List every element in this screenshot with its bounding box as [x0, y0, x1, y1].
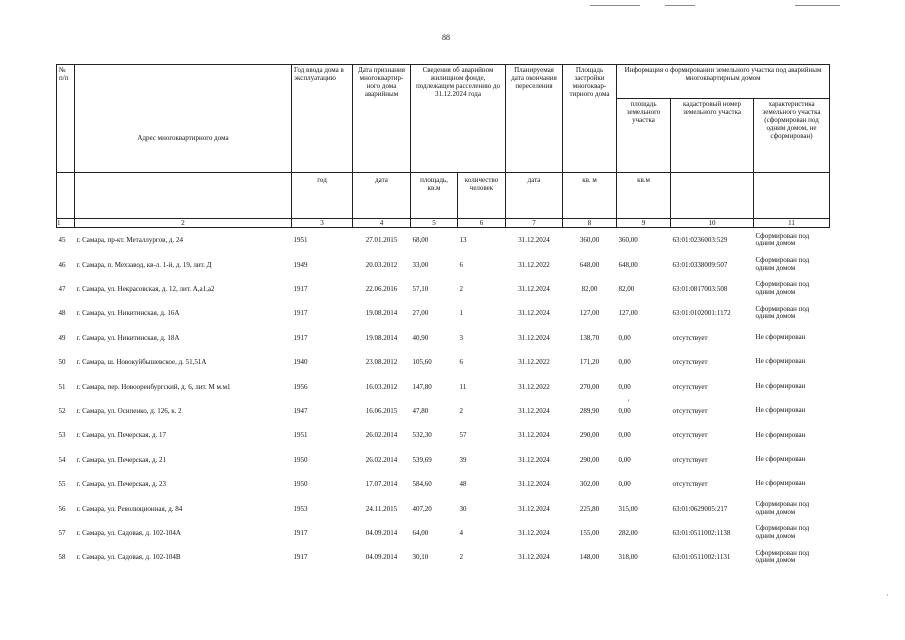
date-cell: 26.02.2014: [365, 455, 398, 464]
year-cell: 1951: [293, 431, 308, 440]
year-cell: 1917: [293, 333, 308, 342]
area-cell: 539,69: [412, 455, 432, 464]
planned-date-cell: 31.12.2024: [518, 309, 550, 318]
address-cell: г. Самара, п. Мехзавод, кв-л. 1-й, д. 19, лит. Д: [76, 260, 212, 269]
status-cell: Не сформирован: [755, 332, 806, 341]
planned-date-cell: 31.12.2024: [518, 455, 550, 464]
area-cell: 407,20: [412, 504, 432, 513]
row-number: 50: [58, 358, 66, 367]
row-number: 46: [58, 260, 66, 269]
cadastral-cell: отсутствует: [672, 431, 708, 440]
planned-date-cell: 31.12.2024: [518, 553, 550, 562]
land-area-cell: 0,00: [618, 358, 631, 367]
status-cell: Не сформирован: [755, 479, 806, 488]
planned-date-cell: 31.12.2022: [518, 382, 550, 391]
area-cell: 33,00: [412, 260, 429, 269]
date-cell: 16.06.2015: [365, 406, 398, 415]
table-row: [57, 472, 830, 496]
area-cell: 47,80: [412, 406, 429, 415]
column-number: 7: [506, 219, 563, 228]
header-emergency-fund: Сведения об аварийном жилищном фонде, подлежащем расселению до 31.12.2024 года: [411, 65, 506, 173]
land-area-cell: 0,00: [618, 455, 631, 464]
unit-land-area: кв.м: [617, 173, 671, 219]
date-cell: 19.08.2014: [365, 309, 398, 318]
scan-mark: ': [628, 398, 630, 407]
building-area-cell: 82,00: [581, 285, 598, 293]
scan-line: [590, 5, 640, 6]
row-number: 54: [58, 455, 66, 464]
table-row: [57, 350, 830, 374]
scan-line: [795, 5, 840, 6]
address-cell: г. Самара, ул. Осипенко, д. 126, к. 2: [76, 406, 182, 415]
column-number: 3: [292, 219, 353, 228]
row-number: 45: [58, 236, 66, 245]
cadastral-cell: отсутствует: [672, 382, 708, 391]
building-area-cell: 155,00: [579, 528, 600, 537]
cadastral-cell: 63:01:0102001:1172: [672, 309, 731, 318]
address-cell: г. Самара, ул. Никитинская, д. 16А: [76, 309, 180, 318]
header-planned-date: Планируемая дата окончания переселения: [506, 65, 563, 173]
planned-date-cell: 31.12.2024: [518, 504, 550, 513]
address-cell: г. Самара, ул. Печерская, д. 21: [76, 455, 167, 464]
people-cell: 57: [459, 431, 467, 440]
status-cell: Сформирован под одним домом: [755, 304, 810, 321]
date-cell: 23.08.2012: [365, 358, 398, 367]
header-characteristic: характеристика земельного участка (сформирован под одним домом, не сформирован): [754, 99, 830, 173]
header-land-area: площадь земельного участка: [617, 99, 671, 173]
planned-date-cell: 31.12.2024: [518, 406, 550, 415]
land-area-cell: 360,00: [618, 236, 638, 245]
column-number: 6: [458, 219, 506, 228]
row-number: 58: [58, 553, 66, 562]
column-number: 5: [411, 219, 458, 228]
table-row: [57, 374, 830, 398]
people-cell: 2: [459, 406, 463, 415]
cadastral-cell: 63:01:0817003:508: [672, 285, 728, 293]
year-cell: 1940: [293, 358, 308, 367]
planned-date-cell: 31.12.2022: [518, 358, 550, 367]
header-building-area: Площадь застройки многоквар-тирного дома: [563, 65, 617, 173]
date-cell: 26.02.2014: [365, 431, 398, 440]
status-cell: Сформирован под одним домом: [755, 280, 810, 297]
people-cell: 2: [459, 285, 463, 293]
building-area-cell: 302,00: [579, 480, 600, 489]
table-row: [57, 301, 830, 325]
status-cell: Не сформирован: [755, 406, 806, 415]
status-cell: Сформирован под одним домом: [755, 499, 810, 516]
address-cell: г. Самара, ул. Садовая, д. 102-104А: [76, 528, 181, 537]
header-cadastral: кадастровый номер земельного участка: [671, 99, 754, 173]
status-cell: Не сформирован: [755, 381, 806, 390]
header-year: Год ввода дома в эксплуатацию: [292, 65, 353, 173]
scan-mark: ·: [886, 591, 889, 600]
year-cell: 1951: [293, 236, 308, 245]
area-cell: 584,60: [412, 480, 432, 489]
address-cell: г. Самара, ул. Садовая, д. 102-104В: [76, 553, 181, 562]
building-area-cell: 127,00: [579, 309, 600, 318]
building-area-cell: 290,00: [579, 431, 600, 440]
status-cell: Сформирован под одним домом: [755, 548, 810, 565]
unit-characteristic: [754, 173, 830, 219]
area-cell: 532,30: [412, 431, 432, 440]
table-row: [57, 252, 830, 276]
people-cell: 13: [459, 236, 467, 245]
column-number: 2: [75, 219, 292, 228]
area-cell: 27,00: [412, 309, 429, 318]
people-cell: 6: [459, 358, 463, 367]
area-cell: 40,90: [412, 333, 429, 342]
address-cell: г. Самара, ул. Никитинская, д. 18А: [76, 333, 180, 342]
table-row: [57, 521, 830, 545]
building-area-cell: 290,00: [579, 455, 600, 464]
cadastral-cell: отсутствует: [672, 480, 708, 489]
date-cell: 22.06.2016: [365, 285, 398, 293]
year-cell: 1917: [293, 309, 308, 318]
people-cell: 2: [459, 553, 463, 562]
row-number: 48: [58, 309, 66, 318]
unit-year: год: [292, 173, 353, 219]
people-cell: 48: [459, 480, 467, 489]
land-area-cell: 0,00: [618, 406, 631, 415]
unit-people: количество человек: [458, 173, 506, 219]
date-cell: 27.01.2015: [365, 236, 398, 245]
table-row: [57, 448, 830, 472]
cadastral-cell: отсутствует: [672, 358, 708, 367]
area-cell: 64,00: [412, 528, 429, 537]
date-cell: 04.09.2014: [365, 553, 398, 562]
cadastral-cell: 63:01:0511002:1131: [672, 553, 731, 562]
header-land-info: Информация о формировании земельного участка под аварийным многоквартирным домом: [617, 65, 830, 99]
area-cell: 57,10: [412, 285, 429, 293]
page-number: 88: [442, 33, 450, 42]
date-cell: 04.09.2014: [365, 528, 398, 537]
cadastral-cell: отсутствует: [672, 333, 708, 342]
area-cell: 147,80: [412, 382, 432, 391]
status-cell: Не сформирован: [755, 430, 806, 439]
planned-date-cell: 31.12.2024: [518, 285, 550, 293]
planned-date-cell: 31.12.2024: [518, 431, 550, 440]
cadastral-cell: 63:01:0511002:1138: [672, 528, 731, 537]
table-row: [57, 496, 830, 520]
planned-date-cell: 31.12.2022: [518, 260, 550, 269]
land-area-cell: 318,00: [618, 553, 638, 562]
column-number: 4: [353, 219, 411, 228]
building-area-cell: 270,00: [579, 382, 600, 391]
row-number: 47: [58, 285, 66, 293]
building-area-cell: 138,70: [579, 333, 600, 342]
planned-date-cell: 31.12.2024: [518, 236, 550, 245]
year-cell: 1950: [293, 455, 308, 464]
land-area-cell: 0,00: [618, 480, 631, 489]
area-cell: 105,60: [412, 358, 432, 367]
unit-date: дата: [353, 173, 411, 219]
status-cell: Сформирован под одним домом: [755, 231, 810, 248]
column-number: 11: [754, 219, 830, 228]
row-number: 52: [58, 406, 66, 415]
date-cell: 19.08.2014: [365, 333, 398, 342]
area-cell: 30,10: [412, 553, 429, 562]
row-number: 55: [58, 480, 66, 489]
year-cell: 1950: [293, 480, 308, 489]
status-cell: Сформирован под одним домом: [755, 255, 810, 272]
table-row: [57, 423, 830, 447]
status-cell: Не сформирован: [755, 357, 806, 366]
cadastral-cell: 63:01:0236003:529: [672, 236, 728, 245]
address-cell: г. Самара, ш. Новокуйбышевское, д. 51,51А: [76, 358, 207, 367]
land-area-cell: 0,00: [618, 382, 631, 391]
date-cell: 24.11.2015: [365, 504, 398, 513]
building-area-cell: 289,90: [579, 406, 600, 415]
planned-date-cell: 31.12.2024: [518, 480, 550, 489]
column-number: 8: [563, 219, 617, 228]
unit-area: площадь, кв.м: [411, 173, 458, 219]
address-cell: г. Самара, пр-кт. Металлургов, д. 24: [76, 236, 183, 245]
row-number: 56: [58, 504, 66, 513]
date-cell: 17.07.2014: [365, 480, 398, 489]
row-number: 49: [58, 333, 66, 342]
row-number: 53: [58, 431, 66, 440]
area-cell: 68,00: [412, 236, 429, 245]
land-area-cell: 82,00: [618, 285, 635, 293]
column-number: 1: [57, 219, 75, 228]
unit-planned-date: дата: [506, 173, 563, 219]
unit-num: [57, 173, 75, 219]
scan-line: [665, 5, 695, 6]
people-cell: 30: [459, 504, 467, 513]
building-area-cell: 171,20: [579, 358, 600, 367]
column-number: 9: [617, 219, 671, 228]
table-row: [57, 399, 830, 423]
land-area-cell: 0,00: [618, 431, 631, 440]
header-num: № п/п: [57, 65, 75, 173]
table-row: [57, 277, 830, 301]
table-row: [57, 228, 830, 253]
header-date-recognition: Дата признания многоквартир-ного дома аварийным: [353, 65, 411, 173]
header-address: Адрес многоквартирного дома: [75, 65, 292, 173]
cadastral-cell: отсутствует: [672, 406, 708, 415]
planned-date-cell: 31.12.2024: [518, 528, 550, 537]
building-area-cell: 360,00: [579, 236, 600, 245]
building-area-cell: 148,00: [579, 553, 600, 562]
unit-address: [75, 173, 292, 219]
address-cell: г. Самара, ул. Печерская, д. 17: [76, 431, 167, 440]
address-cell: г. Самара, ул. Некрасовская, д. 12, лит. А,а1,а2: [76, 285, 215, 293]
land-area-cell: 127,00: [618, 309, 638, 318]
column-number: 10: [671, 219, 754, 228]
year-cell: 1917: [293, 553, 308, 562]
land-area-cell: 0,00: [618, 333, 631, 342]
building-area-cell: 648,00: [579, 260, 600, 269]
land-area-cell: 315,00: [618, 504, 638, 513]
building-area-cell: 225,80: [579, 504, 600, 513]
row-number: 57: [58, 528, 66, 537]
land-area-cell: 282,00: [618, 528, 638, 537]
address-cell: г. Самара, пер. Новооренбургский, д. 6, лит. М м.м1: [76, 382, 231, 391]
status-cell: Не сформирован: [755, 454, 806, 463]
people-cell: 11: [459, 382, 467, 391]
cadastral-cell: 63:01:0629005:217: [672, 504, 728, 513]
table-row: [57, 326, 830, 350]
cadastral-cell: 63:01:0338009:507: [672, 260, 728, 269]
people-cell: 39: [459, 455, 467, 464]
date-cell: 20.03.2012: [365, 260, 398, 269]
year-cell: 1956: [293, 382, 308, 391]
people-cell: 4: [459, 528, 463, 537]
address-cell: г. Самара, ул. Печерская, д. 23: [76, 480, 167, 489]
row-number: 51: [58, 382, 66, 391]
year-cell: 1953: [293, 504, 308, 513]
planned-date-cell: 31.12.2024: [518, 333, 550, 342]
year-cell: 1917: [293, 285, 308, 293]
cadastral-cell: отсутствует: [672, 455, 708, 464]
year-cell: 1949: [293, 260, 308, 269]
people-cell: 6: [459, 260, 463, 269]
emergency-housing-table: [56, 64, 830, 570]
year-cell: 1917: [293, 528, 308, 537]
land-area-cell: 648,00: [618, 260, 638, 269]
date-cell: 16.03.2012: [365, 382, 398, 391]
year-cell: 1947: [293, 406, 308, 415]
unit-cadastral: [671, 173, 754, 219]
people-cell: 3: [459, 333, 463, 342]
unit-building-area: кв. м: [563, 173, 617, 219]
table-row: [57, 545, 830, 569]
address-cell: г. Самара, ул. Революционная, д. 84: [76, 504, 183, 513]
status-cell: Сформирован под одним домом: [755, 524, 810, 540]
people-cell: 1: [459, 309, 463, 318]
